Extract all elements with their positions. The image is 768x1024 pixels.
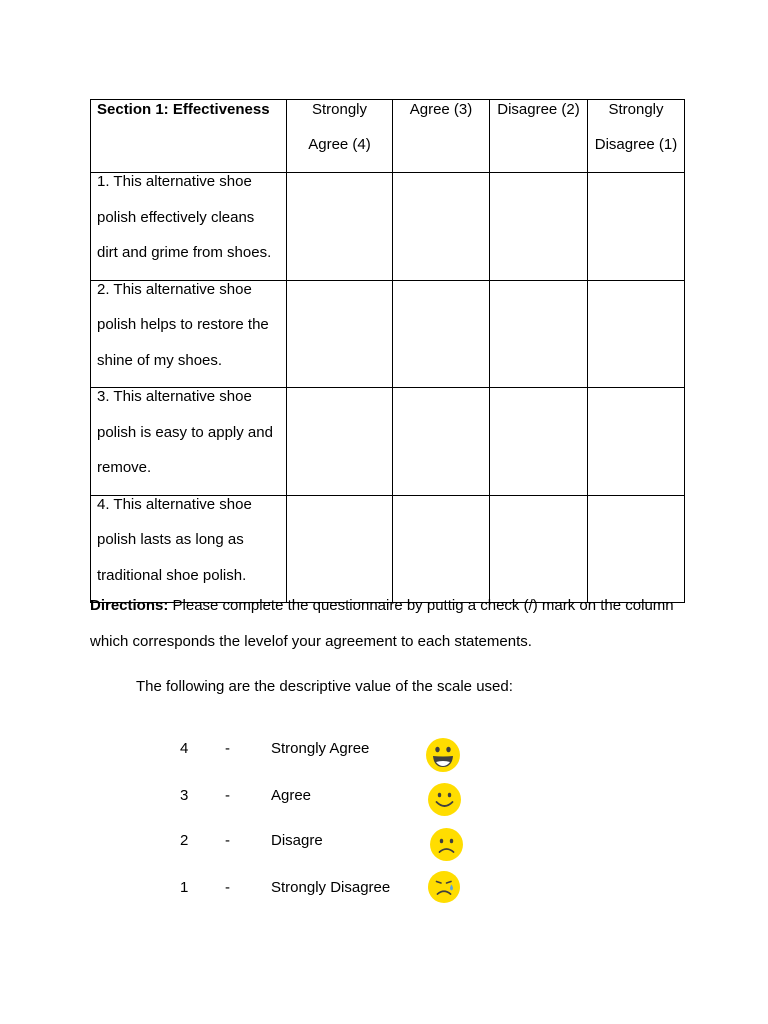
directions-paragraph: [90, 588, 690, 659]
statement-4: [91, 495, 287, 603]
scale-item-disagree: [0, 832, 768, 872]
strongly-disagree-header-line2: Disagree (1): [594, 136, 678, 153]
scale-dash: -: [225, 832, 230, 849]
scale-label: Strongly Agree: [271, 740, 370, 757]
check-cell-strongly-agree[interactable]: [287, 280, 393, 388]
check-cell-agree[interactable]: [393, 173, 490, 281]
check-cell-disagree[interactable]: [490, 388, 588, 496]
check-cell-disagree[interactable]: [490, 280, 588, 388]
statement-line: polish is easy to apply and: [97, 423, 273, 441]
statement-line: polish effectively cleans: [97, 208, 255, 226]
scale-intro: The following are the descriptive value of the scale used:: [136, 678, 513, 695]
section-title-header: [91, 100, 287, 173]
scale-dash: -: [225, 740, 230, 757]
scale-value: 2: [180, 832, 189, 849]
section-title: Section 1: Effectiveness: [97, 101, 270, 118]
check-cell-strongly-agree[interactable]: [287, 495, 393, 603]
scale-label: Strongly Disagree: [271, 879, 391, 896]
check-cell-agree[interactable]: [393, 388, 490, 496]
scale-value: 4: [180, 740, 189, 757]
directions-text-line1: Please complete the questionnaire by puttig a check (/) mark on the column: [168, 597, 674, 614]
scale-value: 3: [180, 787, 189, 804]
scale-dash: -: [225, 879, 230, 896]
check-cell-strongly-disagree[interactable]: [588, 173, 685, 281]
statement-line: polish helps to restore the: [97, 316, 269, 333]
check-cell-agree[interactable]: [393, 280, 490, 388]
scale-label: Agree: [271, 787, 312, 804]
scale-item-strongly-agree: [0, 740, 768, 780]
questionnaire-table: [90, 99, 685, 603]
statement-line: traditional shoe polish.: [97, 566, 247, 584]
statement-line: dirt and grime from shoes.: [97, 244, 272, 261]
table-row: [91, 173, 685, 281]
statement-line: shine of my shoes.: [97, 351, 223, 369]
statement-2: [91, 280, 287, 388]
statement-line: polish lasts as long as: [97, 531, 244, 548]
table-row: [91, 280, 685, 388]
strongly-agree-header-line1: Strongly: [311, 101, 368, 118]
statement-line: 2. This alternative shoe: [97, 280, 252, 298]
directions-label: Directions:: [90, 597, 169, 614]
check-cell-strongly-agree[interactable]: [287, 173, 393, 281]
strongly-disagree-header: [588, 100, 685, 173]
frowning-face-icon: [429, 827, 464, 862]
statement-line: 3. This alternative shoe: [97, 388, 252, 405]
directions-text-line2: which corresponds the levelof your agreement to each statements.: [90, 632, 532, 650]
statement-1: [91, 173, 287, 281]
check-cell-strongly-agree[interactable]: [287, 388, 393, 496]
check-cell-disagree[interactable]: [490, 173, 588, 281]
statement-3: [91, 388, 287, 496]
scale-item-strongly-disagree: [0, 879, 768, 919]
table-row: [91, 388, 685, 496]
check-cell-agree[interactable]: [393, 495, 490, 603]
smiling-face-icon: [427, 782, 462, 817]
grinning-face-icon: [425, 737, 461, 773]
scale-dash: -: [225, 787, 230, 804]
table-header-row: [91, 100, 685, 173]
disagree-header: Disagree (2): [490, 100, 588, 173]
statement-line: remove.: [97, 459, 152, 476]
strongly-agree-header: [287, 100, 393, 173]
scale-value: 1: [180, 879, 189, 896]
scale-label: Disagre: [271, 832, 323, 849]
statement-line: 4. This alternative shoe: [97, 495, 252, 513]
agree-header: Agree (3): [393, 100, 490, 173]
statement-line: 1. This alternative shoe: [97, 173, 252, 190]
check-cell-strongly-disagree[interactable]: [588, 280, 685, 388]
check-cell-disagree[interactable]: [490, 495, 588, 603]
check-cell-strongly-disagree[interactable]: [588, 388, 685, 496]
check-cell-strongly-disagree[interactable]: [588, 495, 685, 603]
table-row: [91, 495, 685, 603]
strongly-disagree-header-line1: Strongly: [608, 101, 664, 118]
scale-item-agree: [0, 787, 768, 827]
crying-face-icon: [427, 870, 461, 904]
strongly-agree-header-line2: Agree (4): [308, 136, 371, 153]
